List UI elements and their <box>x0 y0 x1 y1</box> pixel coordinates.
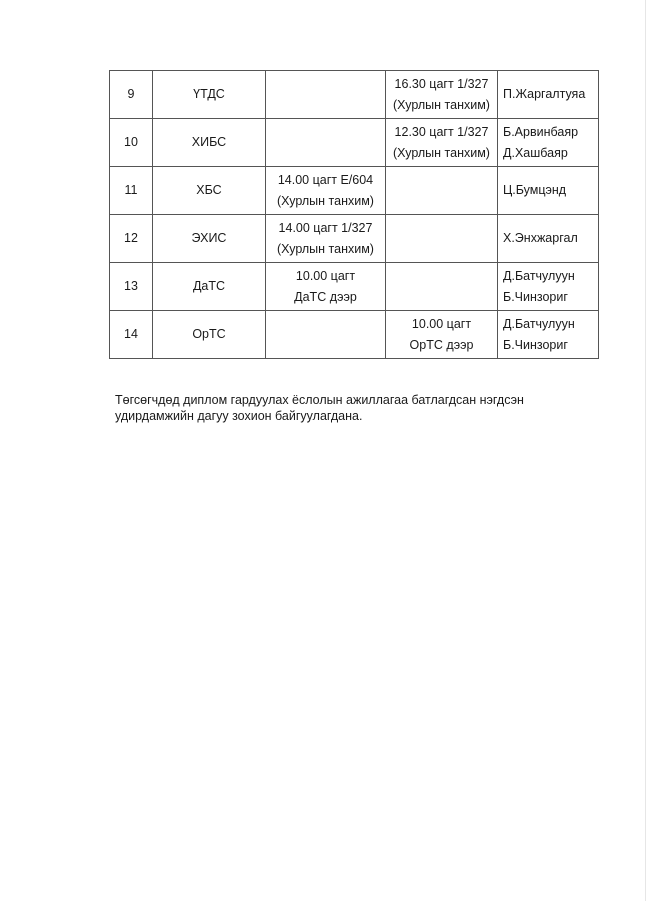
school-name: ОрТС <box>153 311 266 359</box>
responsible-person: Д.Хашбаяр <box>503 145 568 160</box>
row-number: 14 <box>110 311 153 359</box>
responsible-person-cell <box>498 263 599 311</box>
day1-place: (Хурлын танхим) <box>277 241 374 256</box>
responsible-person: Х.Энхжаргал <box>503 231 578 245</box>
row-number: 9 <box>110 71 153 119</box>
responsible-person: Ц.Бумцэнд <box>503 183 567 197</box>
responsible-person: Б.Арвинбаяр <box>503 124 579 139</box>
responsible-person: Д.Батчулуун <box>503 316 575 331</box>
row-number: 11 <box>110 167 153 215</box>
day2-cell <box>386 215 498 263</box>
day2-cell <box>386 119 498 167</box>
row-number: 10 <box>110 119 153 167</box>
responsible-person: Б.Чинзориг <box>503 337 568 352</box>
day2-place: (Хурлын танхим) <box>393 145 490 160</box>
responsible-person: Б.Чинзориг <box>503 289 568 304</box>
day1-place: (Хурлын танхим) <box>277 193 374 208</box>
row-number: 13 <box>110 263 153 311</box>
responsible-person: Д.Батчулуун <box>503 268 575 283</box>
day1-time: 14.00 цагт Е/604 <box>277 172 374 187</box>
ceremony-note-line: Төгсөгчдөд диплом гардуулах ёслолын ажиллагаа батлагдсан нэгдсэн <box>115 393 524 407</box>
day1-cell <box>266 311 386 359</box>
day1-cell <box>266 263 386 311</box>
row-number: 12 <box>110 215 153 263</box>
table-row <box>110 263 599 311</box>
day2-cell <box>386 167 498 215</box>
day1-cell <box>266 215 386 263</box>
table-row <box>110 167 599 215</box>
ceremony-note <box>115 392 535 424</box>
responsible-person-cell <box>498 119 599 167</box>
responsible-person-cell <box>498 311 599 359</box>
day2-cell <box>386 71 498 119</box>
responsible-person: П.Жаргалтуяа <box>503 87 586 101</box>
day1-place: ДаТС дээр <box>294 289 357 304</box>
day1-cell <box>266 119 386 167</box>
day2-cell <box>386 311 498 359</box>
day2-time: 12.30 цагт 1/327 <box>394 124 489 139</box>
responsible-person-cell <box>498 71 599 119</box>
school-name: ХИБС <box>153 119 266 167</box>
day2-place: (Хурлын танхим) <box>393 97 490 112</box>
table-row <box>110 215 599 263</box>
day2-time: 10.00 цагт <box>411 316 472 331</box>
table-row <box>110 71 599 119</box>
day2-time: 16.30 цагт 1/327 <box>394 76 489 91</box>
day1-cell <box>266 167 386 215</box>
ceremony-note-line: удирдамжийн дагуу зохион байгуулагдана. <box>115 409 363 423</box>
table-row <box>110 119 599 167</box>
responsible-person-cell <box>498 167 599 215</box>
graduation-schedule-table <box>109 70 599 359</box>
day1-cell <box>266 71 386 119</box>
school-name: ХБС <box>153 167 266 215</box>
day2-cell <box>386 263 498 311</box>
responsible-person-cell <box>498 215 599 263</box>
page-edge <box>645 0 646 901</box>
day1-time: 14.00 цагт 1/327 <box>278 220 373 235</box>
day1-time: 10.00 цагт <box>295 268 356 283</box>
school-name: ЭХИС <box>153 215 266 263</box>
table-row <box>110 311 599 359</box>
day2-place: ОрТС дээр <box>409 337 474 352</box>
school-name: ҮТДС <box>153 71 266 119</box>
school-name: ДаТС <box>153 263 266 311</box>
